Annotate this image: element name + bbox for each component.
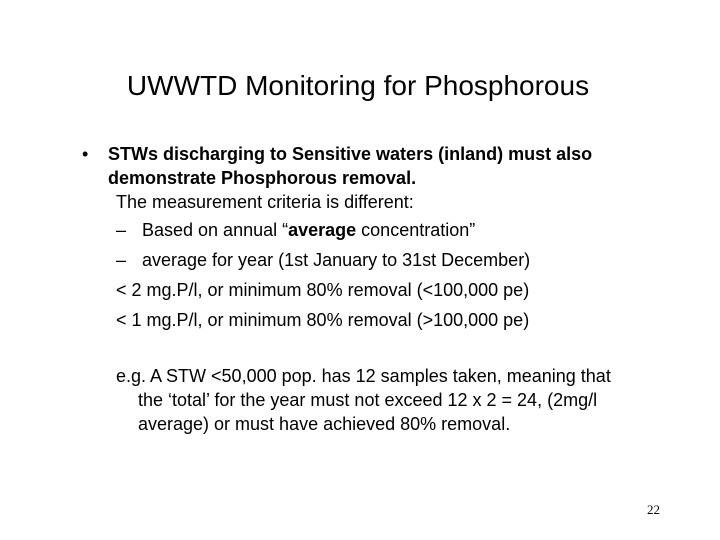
criteria-suffix: concentration”: [356, 220, 476, 240]
dash-marker: –: [116, 220, 127, 240]
criteria-period-text: average for year (1st January to 31st December): [142, 250, 531, 270]
bullet-icon: •: [82, 144, 89, 164]
criteria-intro: The measurement criteria is different:: [116, 192, 414, 212]
criteria-prefix: Based on annual “: [142, 220, 289, 240]
example-line: the ‘total’ for the year must not exceed 12 x 2 = 24, (2mg/l: [138, 390, 598, 410]
bullet-text: STWs discharging to Sensitive waters (inland) must also demonstrate Phosphorous removal.: [108, 144, 593, 188]
dash-marker: –: [116, 250, 127, 270]
example-line: average) or must have achieved 80% removal.: [138, 414, 511, 434]
example-line: e.g. A STW <50,000 pop. has 12 samples taken, meaning that: [116, 366, 611, 386]
criteria-item-period: [116, 248, 530, 272]
slide-title: UWWTD Monitoring for Phosphorous: [126, 70, 590, 101]
threshold-small-works: < 2 mg.P/l, or minimum 80% removal (<100,000 pe): [116, 280, 530, 300]
threshold-large-works: < 1 mg.P/l, or minimum 80% removal (>100,000 pe): [116, 310, 530, 330]
criteria-emphasis: average: [288, 220, 357, 240]
criteria-item-average-basis: [116, 218, 475, 242]
example-paragraph: [116, 364, 676, 436]
page-number: 22: [647, 502, 660, 517]
